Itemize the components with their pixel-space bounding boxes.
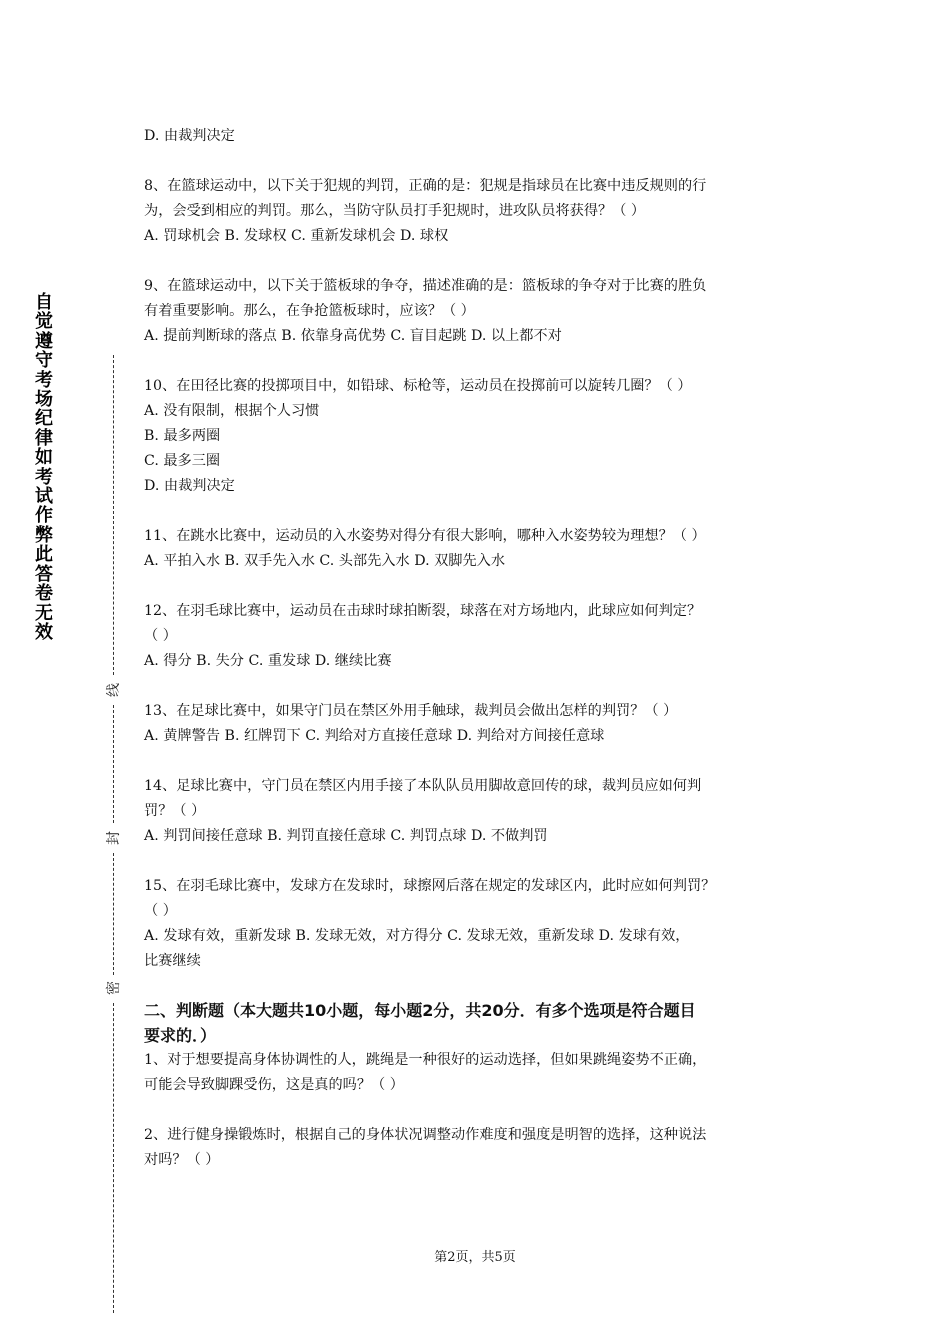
question-block — [144, 599, 814, 674]
question-line: C. 最多三圈 — [144, 453, 221, 469]
question-line: 2、进行健身操锻炼时，根据自己的身体状况调整动作难度和强度是明智的选择，这种说法 — [144, 1127, 707, 1143]
warning-char: 作 — [35, 505, 53, 527]
warning-char: 考 — [35, 466, 53, 488]
binding-dash-line-1 — [113, 355, 114, 675]
question-block — [144, 874, 814, 974]
question-line: D. 由裁判决定 — [144, 128, 235, 144]
question-line: 15、在羽毛球比赛中，发球方在发球时，球擦网后落在规定的发球区内，此时应如何判罚？ — [144, 878, 716, 894]
binding-dash-line-4 — [113, 1003, 114, 1313]
question-line: 9、在篮球运动中，以下关于篮板球的争夺，描述准确的是：篮板球的争夺对于比赛的胜负 — [144, 278, 707, 294]
question-block — [144, 699, 814, 749]
question-line: A. 得分 B. 失分 C. 重发球 D. 继续比赛 — [144, 653, 392, 669]
section-heading-line: 二、判断题（本大题共10小题，每小题2分，共20分．有多个选项是符合题目 — [144, 1001, 696, 1020]
question-block — [144, 124, 814, 149]
question-line: 14、足球比赛中，守门员在禁区内用手接了本队队员用脚故意回传的球，裁判员应如何判 — [144, 778, 702, 794]
question-line: 1、对于想要提高身体协调性的人，跳绳是一种很好的运动选择，但如果跳绳姿势不正确， — [144, 1052, 707, 1068]
question-block — [144, 374, 814, 499]
true-false-question-list — [144, 1048, 814, 1173]
question-line: 对吗？（ ） — [144, 1152, 220, 1168]
page-number: 第2页，共5页 — [434, 1250, 516, 1265]
question-line: 比赛继续 — [144, 953, 201, 969]
binding-mark-seal: 封 — [106, 831, 122, 845]
question-line: 为，会受到相应的判罚。那么，当防守队员打手犯规时，进攻队员将获得？（ ） — [144, 203, 646, 219]
question-line: A. 判罚间接任意球 B. 判罚直接任意球 C. 判罚点球 D. 不做判罚 — [144, 828, 548, 844]
warning-char: 无 — [35, 602, 53, 624]
warning-char: 考 — [35, 369, 53, 391]
question-line: 有着重要影响。那么，在争抢篮板球时，应该？（ ） — [144, 303, 475, 319]
warning-char: 守 — [35, 350, 53, 372]
warning-char: 试 — [35, 486, 53, 508]
warning-char: 纪 — [35, 408, 53, 430]
section-2-heading — [144, 998, 814, 1048]
question-line: 8、在篮球运动中，以下关于犯规的判罚，正确的是：犯规是指球员在比赛中违反规则的行 — [144, 178, 707, 194]
question-line: 可能会导致脚踝受伤，这是真的吗？（ ） — [144, 1077, 404, 1093]
question-line: 10、在田径比赛的投掷项目中，如铅球、标枪等，运动员在投掷前可以旋转几圈？（ ） — [144, 378, 692, 394]
question-line: 11、在跳水比赛中，运动员的入水姿势对得分有很大影响，哪种入水姿势较为理想？（ ） — [144, 528, 706, 544]
warning-char: 如 — [35, 447, 53, 469]
binding-mark-line: 线 — [106, 683, 122, 697]
question-block — [144, 274, 814, 349]
question-list — [144, 124, 814, 974]
question-line: B. 最多两圈 — [144, 428, 221, 444]
question-line: （ ） — [144, 628, 177, 644]
warning-char: 场 — [35, 389, 53, 411]
question-line: A. 提前判断球的落点 B. 依靠身高优势 C. 盲目起跳 D. 以上都不对 — [144, 328, 562, 344]
question-block — [144, 524, 814, 574]
question-line: A. 黄牌警告 B. 红牌罚下 C. 判给对方直接任意球 D. 判给对方间接任意球 — [144, 728, 605, 744]
binding-dash-line-2 — [113, 705, 114, 823]
question-line: A. 发球有效，重新发球 B. 发球无效，对方得分 C. 发球无效，重新发球 D. 发球有效， — [144, 928, 690, 944]
question-line: A. 罚球机会 B. 发球权 C. 重新发球机会 D. 球权 — [144, 228, 449, 244]
question-line: D. 由裁判决定 — [144, 478, 235, 494]
warning-char: 效 — [35, 621, 53, 643]
warning-char: 律 — [35, 427, 53, 449]
warning-char: 弊 — [35, 524, 53, 546]
question-line: （ ） — [144, 903, 177, 919]
question-line: 罚？（ ） — [144, 803, 206, 819]
question-line: A. 平拍入水 B. 双手先入水 C. 头部先入水 D. 双脚先入水 — [144, 553, 506, 569]
question-block — [144, 174, 814, 249]
warning-char: 此 — [35, 544, 53, 566]
warning-char: 遵 — [35, 330, 53, 352]
warning-char: 自 — [35, 292, 53, 313]
question-line: 13、在足球比赛中，如果守门员在禁区外用手触球，裁判员会做出怎样的判罚？（ ） — [144, 703, 678, 719]
question-block — [144, 774, 814, 849]
warning-char: 答 — [35, 563, 53, 585]
binding-dash-line-3 — [113, 853, 114, 975]
warning-char: 觉 — [35, 311, 53, 333]
question-line: 12、在羽毛球比赛中，运动员在击球时球拍断裂，球落在对方场地内，此球应如何判定？ — [144, 603, 702, 619]
exam-content — [144, 124, 814, 1173]
binding-mark-secret: 密 — [106, 981, 122, 995]
warning-char: 卷 — [35, 583, 53, 605]
question-line: A. 没有限制，根据个人习惯 — [144, 403, 320, 419]
true-false-question — [144, 1123, 814, 1173]
exam-integrity-warning — [30, 293, 58, 642]
section-heading-line: 要求的．） — [144, 1026, 217, 1045]
true-false-question — [144, 1048, 814, 1098]
